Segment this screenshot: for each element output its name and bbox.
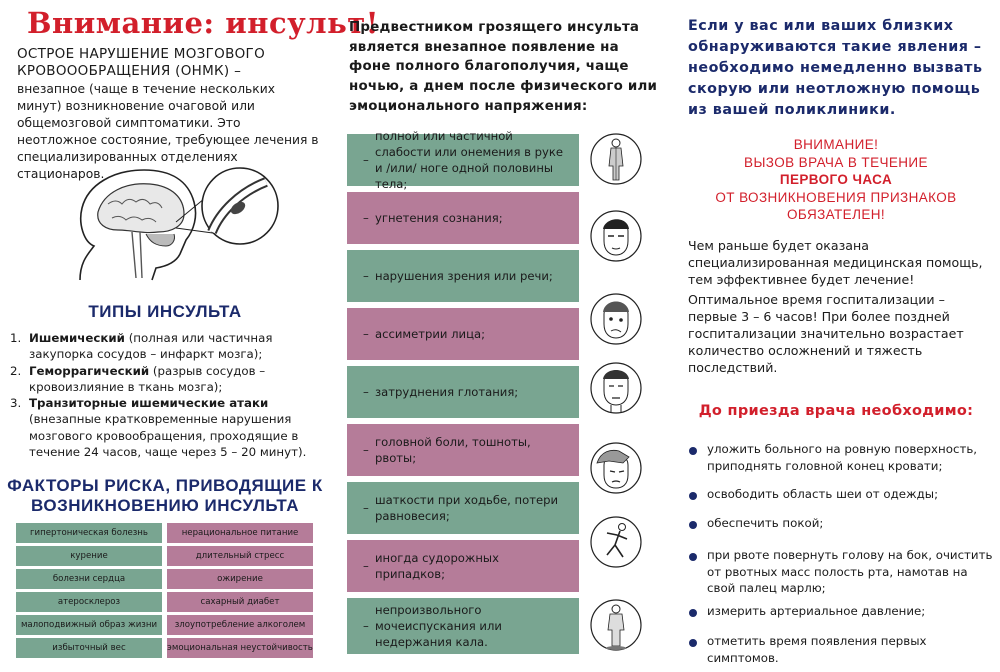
first-aid-step-text: уложить больного на ровную поверхность, приподнять головной конец кровати; bbox=[707, 442, 978, 473]
bullet-icon bbox=[689, 639, 697, 647]
list-number: 3. bbox=[10, 396, 22, 411]
risk-factor-cell: гипертоническая болезнь bbox=[16, 523, 162, 543]
symptom-row: – ассиметрии лица; bbox=[347, 308, 579, 360]
first-aid-step bbox=[686, 441, 998, 474]
bullet-icon bbox=[689, 609, 697, 617]
first-aid-step-text: освободить область шеи от одежды; bbox=[707, 487, 939, 501]
symptom-text: нарушения зрения или речи; bbox=[375, 269, 553, 283]
list-number: 1. bbox=[10, 331, 22, 345]
face-confused-icon bbox=[589, 292, 643, 346]
risk-factor-cell: малоподвижный образ жизни bbox=[16, 615, 162, 635]
stroke-type-description: (полная или частичная закупорка сосудов – инфаркт мозга); bbox=[29, 331, 273, 362]
right-column bbox=[672, 0, 1000, 672]
left-column bbox=[0, 0, 380, 672]
early-care-paragraph: Чем раньше будет оказана специализированная медицинская помощь, тем эффективнее будет лечение! bbox=[688, 238, 983, 287]
symptom-text: шаткости при ходьбе, потери равновесия; bbox=[375, 493, 558, 523]
symptom-row: – полной или частичной слабости или онемения в руке и /или/ ноге одной половины тела; bbox=[347, 134, 579, 186]
stroke-type-description: (разрыв сосудов – кровоизлияние в ткань мозга); bbox=[29, 363, 266, 394]
risk-factors-heading: ФАКТОРЫ РИСКА, ПРИВОДЯЩИЕ К ВОЗНИКНОВЕНИЮ ИНСУЛЬТА bbox=[7, 476, 323, 515]
attention-line: ВНИМАНИЕ! bbox=[793, 137, 879, 152]
list-number: 2. bbox=[10, 363, 22, 378]
attention-line: ОТ ВОЗНИКНОВЕНИЯ ПРИЗНАКОВ bbox=[715, 189, 957, 205]
headache-icon bbox=[589, 441, 643, 495]
risk-factor-cell: атеросклероз bbox=[16, 592, 162, 612]
symptom-row: – иногда судорожных припадков; bbox=[347, 540, 579, 592]
symptom-text: ассиметрии лица; bbox=[375, 327, 485, 341]
risk-factors-table bbox=[16, 523, 313, 658]
bullet-icon bbox=[689, 447, 697, 455]
stroke-type-description: (внезапные кратковременные нарушения мозгового кровообращения, проходящие в течение 24 часов, чаще через 5 – 20 минут). bbox=[29, 412, 307, 460]
attention-notice bbox=[672, 136, 1000, 224]
first-aid-step bbox=[686, 515, 998, 532]
first-aid-step-text: измерить артериальное давление; bbox=[707, 604, 926, 618]
body-weakness-icon bbox=[589, 132, 643, 186]
first-aid-step bbox=[686, 633, 998, 666]
symptom-row: – шаткости при ходьбе, потери равновесия; bbox=[347, 482, 579, 534]
symptom-row: – затруднения глотания; bbox=[347, 366, 579, 418]
risk-factor-cell: злоупотребление алкоголем bbox=[167, 615, 313, 635]
first-aid-step bbox=[686, 603, 998, 620]
attention-line: ОБЯЗАТЕЛЕН! bbox=[786, 207, 886, 222]
risk-factor-cell: сахарный диабет bbox=[167, 592, 313, 612]
risk-factor-cell: длительный стресс bbox=[167, 546, 313, 566]
first-aid-step-text: отметить время появления первых симптомов. bbox=[707, 634, 927, 665]
face-swallowing-icon bbox=[589, 361, 643, 415]
attention-line: ВЫЗОВ ВРАЧА В ТЕЧЕНИЕ bbox=[744, 154, 928, 170]
risk-factor-cell: избыточный вес bbox=[16, 638, 162, 658]
risk-factor-cell: нерациональное питание bbox=[167, 523, 313, 543]
bullet-icon bbox=[689, 521, 697, 529]
attention-line-emphasis: ПЕРВОГО ЧАСА bbox=[779, 172, 893, 187]
stroke-type-item bbox=[10, 363, 328, 396]
first-aid-step-text: обеспечить покой; bbox=[707, 516, 824, 530]
stroke-type-item bbox=[10, 395, 328, 460]
first-aid-step bbox=[686, 547, 998, 597]
first-aid-step bbox=[686, 486, 998, 503]
symptom-text: полной или частичной слабости или онемения в руке и /или/ ноге одной половины тела; bbox=[375, 129, 563, 191]
symptom-text: головной боли, тошноты, рвоты; bbox=[375, 435, 531, 465]
first-aid-step-text: при рвоте повернуть голову на бок, очистить от рвотных масс полость рта, намотав на свой палец марлю; bbox=[707, 548, 993, 595]
risk-factor-cell: ожирение bbox=[167, 569, 313, 589]
symptom-row: – нарушения зрения или речи; bbox=[347, 250, 579, 302]
stroke-type-name: Геморрагический bbox=[29, 363, 150, 378]
symptom-row: – угнетения сознания; bbox=[347, 192, 579, 244]
symptom-row: – непроизвольного мочеиспускания или недержания кала. bbox=[347, 598, 579, 654]
call-help-heading: Если у вас или ваших близких обнаруживаются такие явления – необходимо немедленно вызвать скорую или неотложную помощь из вашей поликлиники. bbox=[688, 18, 983, 118]
symptom-text: затруднения глотания; bbox=[375, 385, 519, 399]
risk-factor-cell: эмоциональная неустойчивость bbox=[167, 638, 313, 658]
standing-person-icon bbox=[589, 598, 643, 652]
stroke-type-name: Ишемический bbox=[29, 331, 125, 345]
hospitalization-time-paragraph: Оптимальное время госпитализации – первые 3 – 6 часов! При более поздней госпитализации значительно возрастает количество осложнений и тяжесть последствий. bbox=[688, 292, 964, 375]
stroke-types-list bbox=[10, 330, 328, 460]
page-title: Внимание: инсульт! bbox=[27, 6, 380, 40]
onmk-description: внезапное (чаще в течение нескольких минут) возникновение очаговой или общемозговой симптоматики. Это неотложное состояние, требующее лечения в специализированных отделениях стационаров. bbox=[17, 82, 319, 181]
risk-factor-cell: курение bbox=[16, 546, 162, 566]
onmk-heading: ОСТРОЕ НАРУШЕНИЕ МОЗГОВОГО КРОВОООБРАЩЕНИЯ (ОНМК) – bbox=[17, 46, 266, 79]
warning-signs-heading: Предвестником грозящего инсульта является внезапное появление на фоне полного благополучия, чаще ночью, а днем после физического или эмоционального напряжения: bbox=[349, 20, 658, 114]
face-drowsy-icon bbox=[589, 209, 643, 263]
stroke-types-heading: ТИПЫ ИНСУЛЬТА bbox=[88, 302, 242, 321]
stroke-type-name: Транзиторные ишемические атаки bbox=[29, 396, 269, 411]
symptom-row: – головной боли, тошноты, рвоты; bbox=[347, 424, 579, 476]
symptom-text: непроизвольного мочеиспускания или недержания кала. bbox=[375, 603, 502, 649]
symptom-text: угнетения сознания; bbox=[375, 211, 503, 225]
symptom-text: иногда судорожных припадков; bbox=[375, 551, 499, 581]
falling-person-icon bbox=[589, 515, 643, 569]
bullet-icon bbox=[689, 553, 697, 561]
risk-factor-cell: болезни сердца bbox=[16, 569, 162, 589]
bullet-icon bbox=[689, 492, 697, 500]
before-doctor-heading: До приезда врача необходимо: bbox=[698, 403, 974, 419]
middle-column bbox=[335, 0, 665, 672]
stroke-type-item bbox=[10, 330, 328, 363]
brain-illustration bbox=[60, 162, 300, 287]
